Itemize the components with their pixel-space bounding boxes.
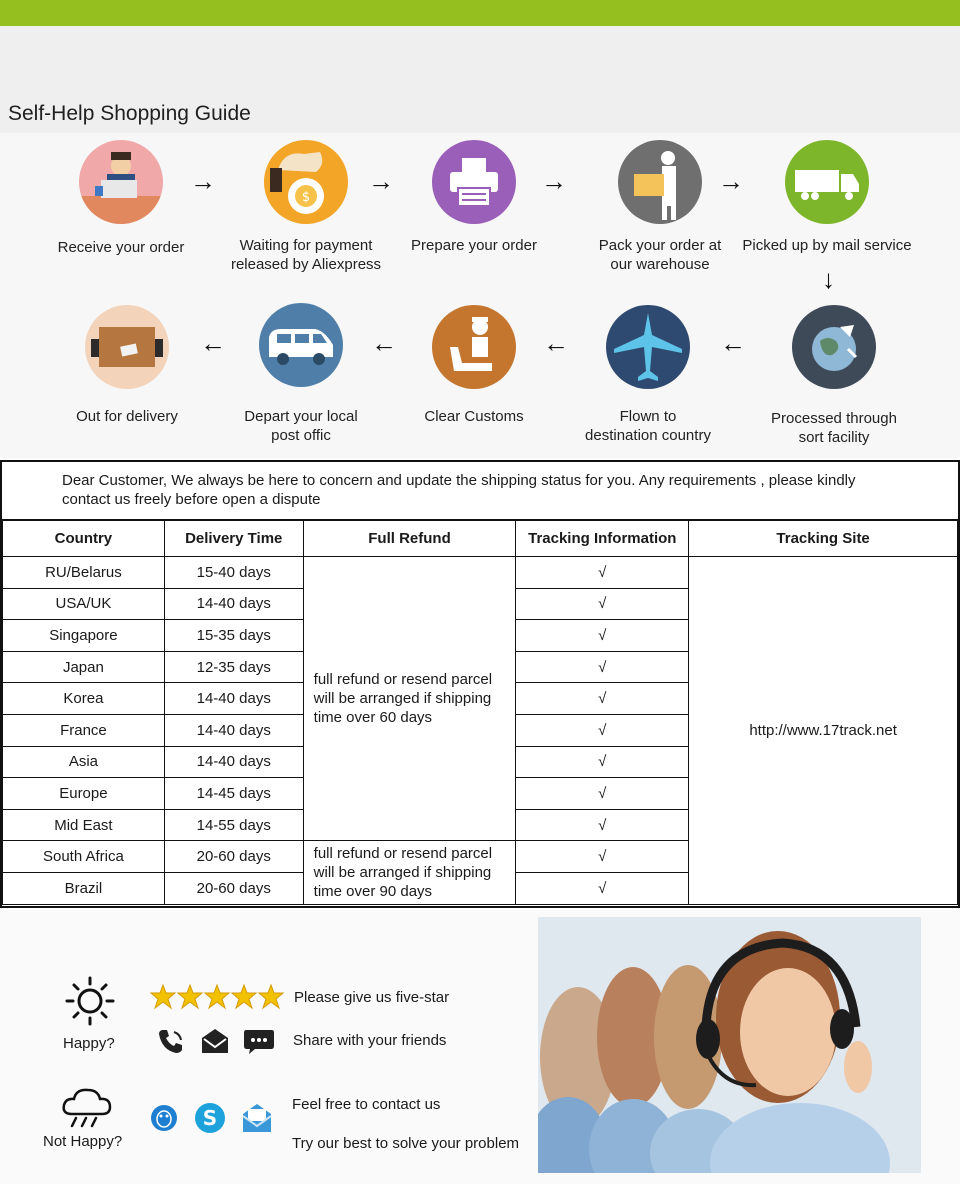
top-green-bar (0, 0, 960, 26)
header-country: Country (3, 521, 165, 557)
skype-icon[interactable] (194, 1102, 226, 1139)
cell-time: 20-60 days (164, 841, 303, 873)
email-icon[interactable] (241, 1102, 273, 1139)
cell-time: 14-40 days (164, 683, 303, 715)
svg-text:$: $ (301, 190, 311, 205)
customer-notice: Dear Customer, We always be here to concern and update the shipping status for you. Any requirements , please kindly contact us freely before open a dispute (2, 462, 958, 520)
pack-icon (618, 140, 702, 224)
cell-country: Asia (3, 746, 165, 778)
box-icon (85, 305, 169, 389)
star-icon (151, 985, 175, 1008)
cell-country: Japan (3, 651, 165, 683)
happy-label: Happy? (63, 1035, 115, 1052)
step-depart-post: Depart your local post offic (206, 303, 396, 445)
arrow-left: ← (371, 328, 397, 358)
contact-text: Feel free to contact us (292, 1096, 441, 1113)
arrow-down: ↓ (822, 264, 835, 294)
cell-country: Korea (3, 683, 165, 715)
qq-icon[interactable] (150, 1104, 178, 1137)
five-stars (150, 984, 285, 1015)
step-processed: Processed through sort facility (739, 305, 929, 447)
table-row (3, 557, 958, 589)
arrow-left: ← (720, 328, 746, 358)
step-clear-customs: Clear Customs (379, 305, 569, 426)
cell-check: √ (516, 651, 689, 683)
cell-refund-60: full refund or resend parcel will be arranged if shipping time over 60 days (303, 557, 516, 841)
cell-time: 15-40 days (164, 557, 303, 589)
arrow-left: ← (200, 328, 226, 358)
shipping-table-container (0, 460, 960, 908)
star-icon (205, 985, 229, 1008)
cell-tracking-site: http://www.17track.net (689, 557, 958, 905)
sun-icon (64, 975, 116, 1032)
cell-time: 14-45 days (164, 778, 303, 810)
arrow-right: → (541, 166, 567, 196)
cell-check: √ (516, 714, 689, 746)
svg-text:S: S (202, 1106, 218, 1130)
star-icon (232, 985, 256, 1008)
cell-refund-90: full refund or resend parcel will be arranged if shipping time over 90 days (303, 841, 516, 904)
cell-check: √ (516, 588, 689, 620)
header-delivery-time: Delivery Time (164, 521, 303, 557)
cell-time: 15-35 days (164, 620, 303, 652)
cell-check: √ (516, 778, 689, 810)
cell-country: RU/Belarus (3, 557, 165, 589)
mail-icon[interactable] (200, 1026, 230, 1061)
cell-country: Singapore (3, 620, 165, 652)
van-icon (259, 303, 343, 387)
table-header-row (3, 521, 958, 557)
step-out-for-delivery: Out for delivery (32, 305, 222, 426)
step-waiting-payment: $ Waiting for payment released by Aliexpress (211, 140, 401, 274)
cell-check: √ (516, 746, 689, 778)
cell-country: Mid East (3, 809, 165, 841)
cell-check: √ (516, 620, 689, 652)
header-full-refund: Full Refund (303, 521, 516, 557)
cell-country: USA/UK (3, 588, 165, 620)
cell-time: 14-40 days (164, 714, 303, 746)
solve-text: Try our best to solve your problem (292, 1135, 520, 1152)
cell-country: France (3, 714, 165, 746)
step-picked-up: Picked up by mail service (732, 140, 922, 255)
plane-icon (606, 305, 690, 389)
page-title: Self-Help Shopping Guide (8, 102, 251, 125)
cell-check: √ (516, 557, 689, 589)
not-happy-label: Not Happy? (43, 1133, 123, 1150)
printer-icon (432, 140, 516, 224)
step-receive-order: Receive your order (26, 140, 216, 257)
phone-icon[interactable] (156, 1026, 186, 1061)
cell-country: Brazil (3, 872, 165, 904)
five-star-text: Please give us five-star (294, 989, 450, 1006)
cell-check: √ (516, 872, 689, 904)
truck-icon (785, 140, 869, 224)
cell-check: √ (516, 841, 689, 873)
arrow-right: → (190, 166, 216, 196)
step-flown: Flown to destination country (553, 305, 743, 445)
arrow-left: ← (543, 328, 569, 358)
cell-time: 12-35 days (164, 651, 303, 683)
cell-check: √ (516, 809, 689, 841)
star-icon (259, 985, 283, 1008)
cell-time: 14-55 days (164, 809, 303, 841)
cell-check: √ (516, 683, 689, 715)
cell-time: 14-40 days (164, 746, 303, 778)
cell-country: South Africa (3, 841, 165, 873)
cell-time: 14-40 days (164, 588, 303, 620)
star-icon (178, 985, 202, 1008)
receive-order-icon (79, 140, 163, 224)
payment-icon (264, 140, 348, 224)
share-text: Share with your friends (293, 1032, 447, 1049)
step-prepare-order: Prepare your order (379, 140, 569, 255)
step-pack-order: Pack your order at our warehouse (565, 140, 755, 274)
header-tracking-site: Tracking Site (689, 521, 958, 557)
support-staff-photo (538, 917, 921, 1173)
rain-cloud-icon (60, 1084, 114, 1135)
customs-icon (432, 305, 516, 389)
chat-icon[interactable] (243, 1026, 275, 1061)
cell-time: 20-60 days (164, 872, 303, 904)
header-tracking-information: Tracking Information (516, 521, 689, 557)
globe-icon (792, 305, 876, 389)
arrow-right: → (368, 166, 394, 196)
cell-country: Europe (3, 778, 165, 810)
shipping-table (2, 520, 958, 905)
arrow-right: → (718, 166, 744, 196)
